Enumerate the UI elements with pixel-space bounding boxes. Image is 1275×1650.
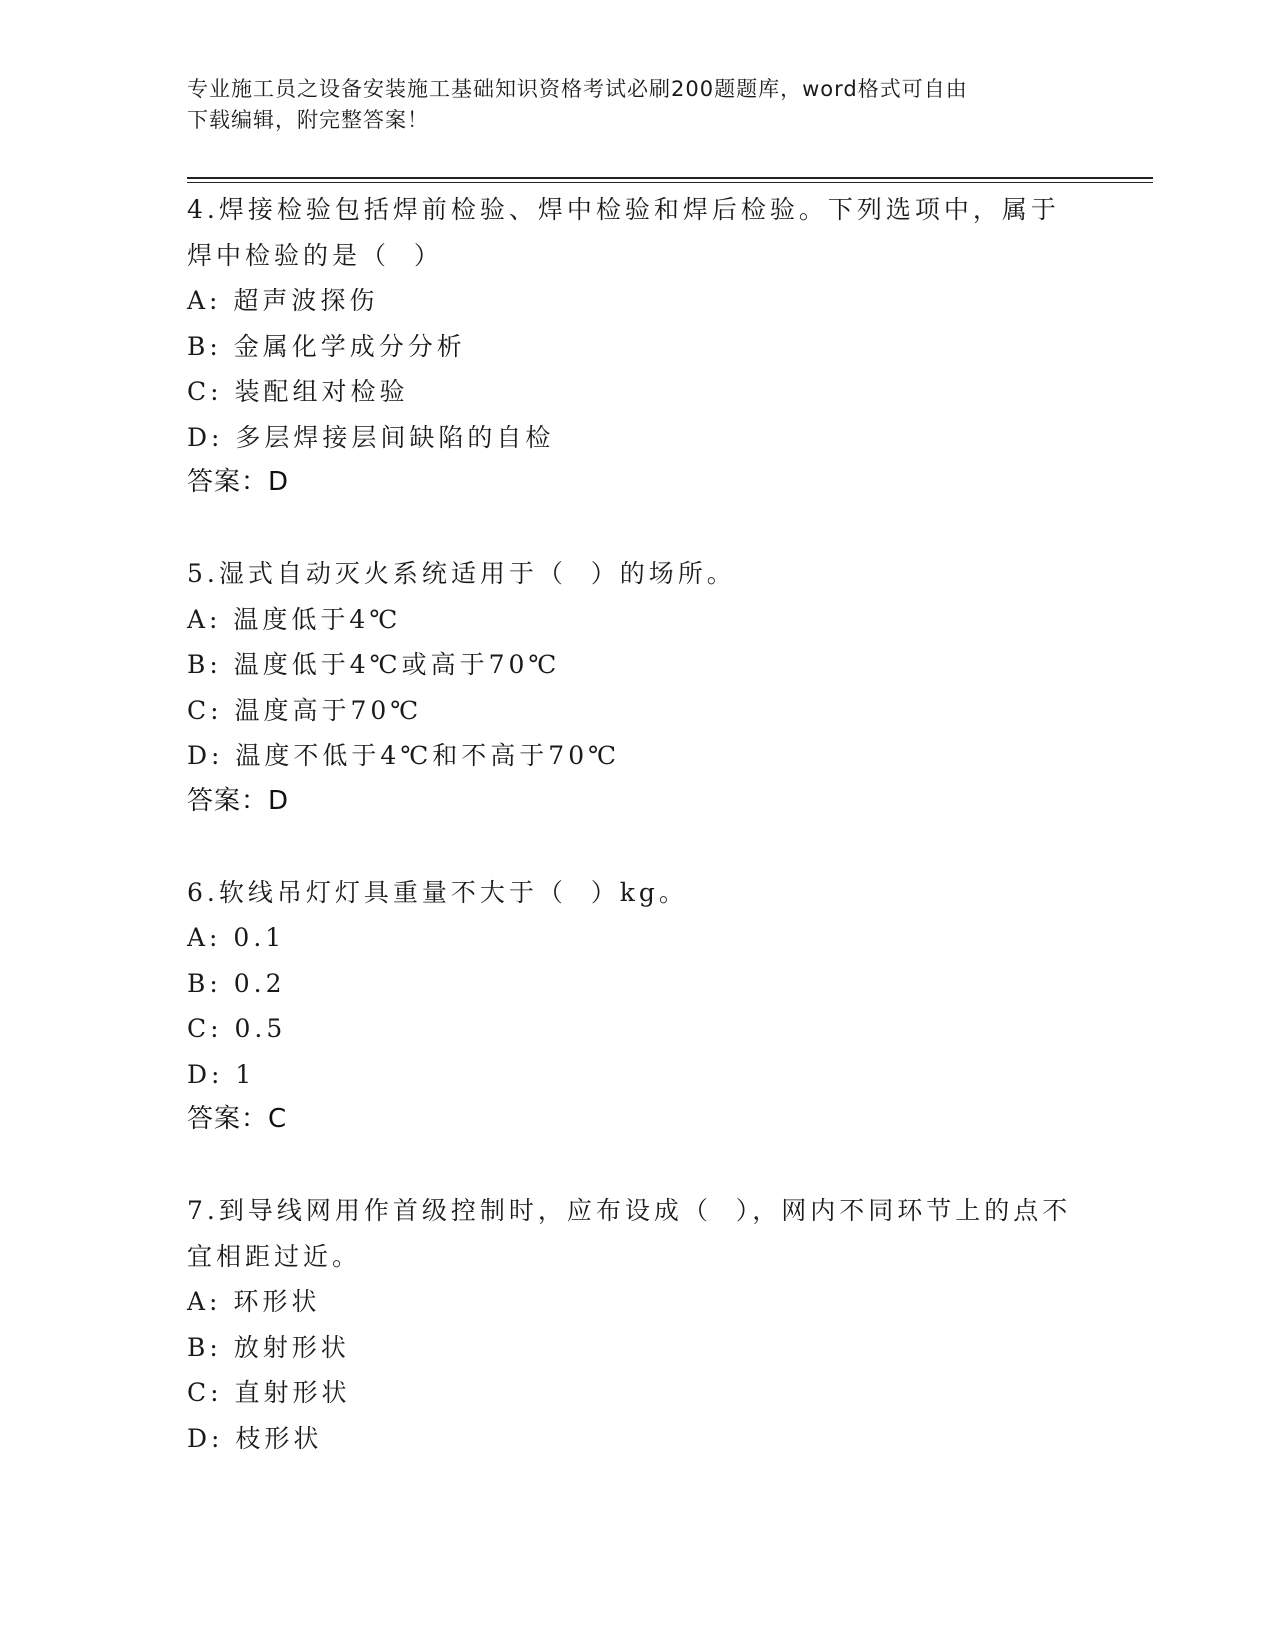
question-stem: 7.到导线网用作首级控制时，应布设成（ ），网内不同环节上的点不 (187, 1196, 1072, 1225)
option-d: D: 枝形状 (187, 1423, 323, 1453)
option-c: C: 0.5 (187, 1014, 287, 1043)
question-stem: 焊中检验的是（ ） (187, 240, 443, 270)
header-line: 下载编辑，附完整答案！ (187, 108, 429, 132)
question-stem: 宜相距过近。 (187, 1241, 362, 1271)
option-b: B: 金属化学成分分析 (187, 331, 466, 361)
answer-line: 答案：D (187, 467, 290, 497)
question-stem: 4.焊接检验包括焊前检验、焊中检验和焊后检验。下列选项中，属于 (187, 195, 1060, 224)
question-item (187, 551, 1087, 870)
question-spacer (187, 1143, 1087, 1189)
question-item (187, 870, 1087, 1189)
header-line: 专业施工员之设备安装施工基础知识资格考试必刷200题题库，word格式可自由 (187, 77, 968, 101)
option-a: A: 环形状 (187, 1287, 321, 1316)
option-c: C: 温度高于70℃ (187, 695, 423, 725)
option-d: D: 温度不低于4℃和不高于70℃ (187, 741, 621, 770)
header-divider (187, 177, 1153, 179)
option-d: D: 多层焊接层间缺陷的自检 (187, 422, 555, 452)
header-divider-thin (187, 182, 1153, 183)
question-item (187, 187, 1087, 551)
option-b: B: 放射形状 (187, 1332, 350, 1362)
answer-line: 答案：C (187, 1104, 288, 1134)
option-a: A: 0.1 (187, 923, 286, 952)
question-stem: 5.湿式自动灭火系统适用于（ ）的场所。 (187, 559, 736, 588)
answer-line: 答案：D (187, 785, 290, 816)
question-spacer (187, 506, 1087, 552)
question-spacer (187, 824, 1087, 870)
question-item (187, 1188, 1087, 1461)
option-b: B: 温度低于4℃或高于70℃ (187, 650, 561, 679)
option-c: C: 装配组对检验 (187, 377, 409, 406)
question-list (187, 187, 1087, 1461)
option-c: C: 直射形状 (187, 1378, 351, 1407)
option-a: A: 温度低于4℃ (187, 604, 402, 634)
option-a: A: 超声波探伤 (187, 286, 379, 315)
document-header (187, 74, 1067, 136)
question-stem: 6.软线吊灯灯具重量不大于（ ）kg。 (187, 877, 688, 907)
option-d: D: 1 (187, 1059, 256, 1089)
option-b: B: 0.2 (187, 968, 286, 998)
